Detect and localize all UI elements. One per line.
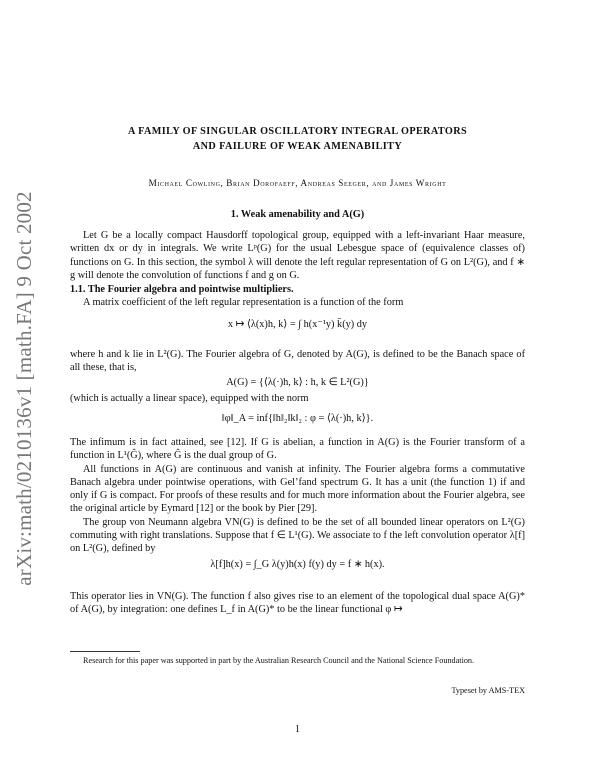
footnote-rule — [70, 651, 140, 652]
title-line-2: AND FAILURE OF WEAK AMENABILITY — [192, 141, 403, 152]
paragraph-von-neumann: The group von Neumann algebra VN(G) is defined to be the set of all bounded linear operators on L²(G) commuting with right translations. Suppose that f ∈ L¹(G). We associate to f the left convolution operator λ[f] on L²(G), defined by — [70, 516, 525, 555]
equation-fourier-algebra: A(G) = {⟨λ(·)h, k⟩ : h, k ∈ L²(G)} — [226, 377, 369, 388]
norm-intro-block — [70, 392, 525, 405]
paragraph-fourier-algebra: where h and k lie in L²(G). The Fourier algebra of G, denoted by A(G), is defined to be the Banach space of all these, that is, — [70, 349, 525, 374]
fourier-algebra-definition-block — [70, 348, 525, 375]
typeset-note: Typeset by AMS-TEX — [451, 686, 525, 695]
paragraph-intro: Let G be a locally compact Hausdorff topological group, equipped with a left-invariant Haar measure, written dx or dy in integrals. We write Lᵖ(G) for the usual Lebesgue space of (equivalence classes of) functions on G. In this section, the symbol λ will denote the left regular representation of G on L²(G), and f ∗ g will denote the convolution of functions f and g on G. — [70, 230, 525, 281]
subsection-block — [70, 283, 525, 310]
arxiv-identifier — [4, 168, 44, 608]
paper-title — [70, 124, 525, 154]
footnote: Research for this paper was supported in part by the Australian Research Council and the National Science Foundation. — [83, 656, 475, 665]
paragraph-matrix-coefficient: A matrix coefficient of the left regular representation is a function of the form — [83, 297, 404, 309]
equation-norm: ‖φ‖_A = inf{‖h‖₂‖k‖₂ : φ = ⟨λ(·)h, k⟩}. — [221, 413, 374, 424]
infimum-block — [70, 436, 525, 556]
title-line-1: A FAMILY OF SINGULAR OSCILLATORY INTEGRAL OPERATORS — [127, 126, 468, 137]
intro-paragraph-block — [70, 229, 525, 282]
equation-matrix-coefficient: x ↦ ⟨λ(x)h, k⟩ = ∫ h(x⁻¹y) k̄(y) dy — [227, 319, 368, 330]
equation-convolution: λ[f]h(x) = ∫_G λ(y)h(x) f(y) dy = f ∗ h(x). — [210, 559, 385, 570]
dual-space-block — [70, 590, 525, 617]
page-number: 1 — [294, 724, 301, 735]
paragraph-dual-space: This operator lies in VN(G). The function f also gives rise to an element of the topological dual space A(G)* of A(G), by integration: one defines L_f in A(G)* to be the linear functional φ ↦ — [70, 591, 525, 616]
paragraph-norm-intro: (which is actually a linear space), equipped with the norm — [70, 393, 309, 404]
arxiv-identifier-text: arXiv:math/0210136v1 [math.FA] 9 Oct 2002 — [11, 190, 36, 586]
subsection-heading: 1.1. The Fourier algebra and pointwise multipliers. — [70, 284, 294, 295]
paragraph-continuity: All functions in A(G) are continuous and vanish at infinity. The Fourier algebra forms a commutative Banach algebra under pointwise operations, with Gel’fand spectrum G. It has a unit (the function 1) if and only if G is compact. For proofs of these results and for much more information about the Fourier algebra, see the original article by Eymard [12] or the book by Pier [29]. — [70, 463, 525, 515]
section-title: 1. Weak amenability and A(G) — [230, 209, 365, 220]
authors: Michael Cowling, Brian Dorofaeff, Andreas Seeger, and James Wright — [148, 178, 447, 188]
paragraph-infimum: The infimum is in fact attained, see [12]. If G is abelian, a function in A(G) is the Fourier transform of a function in L¹(Ĝ), where Ĝ is the dual group of G. — [70, 437, 525, 462]
